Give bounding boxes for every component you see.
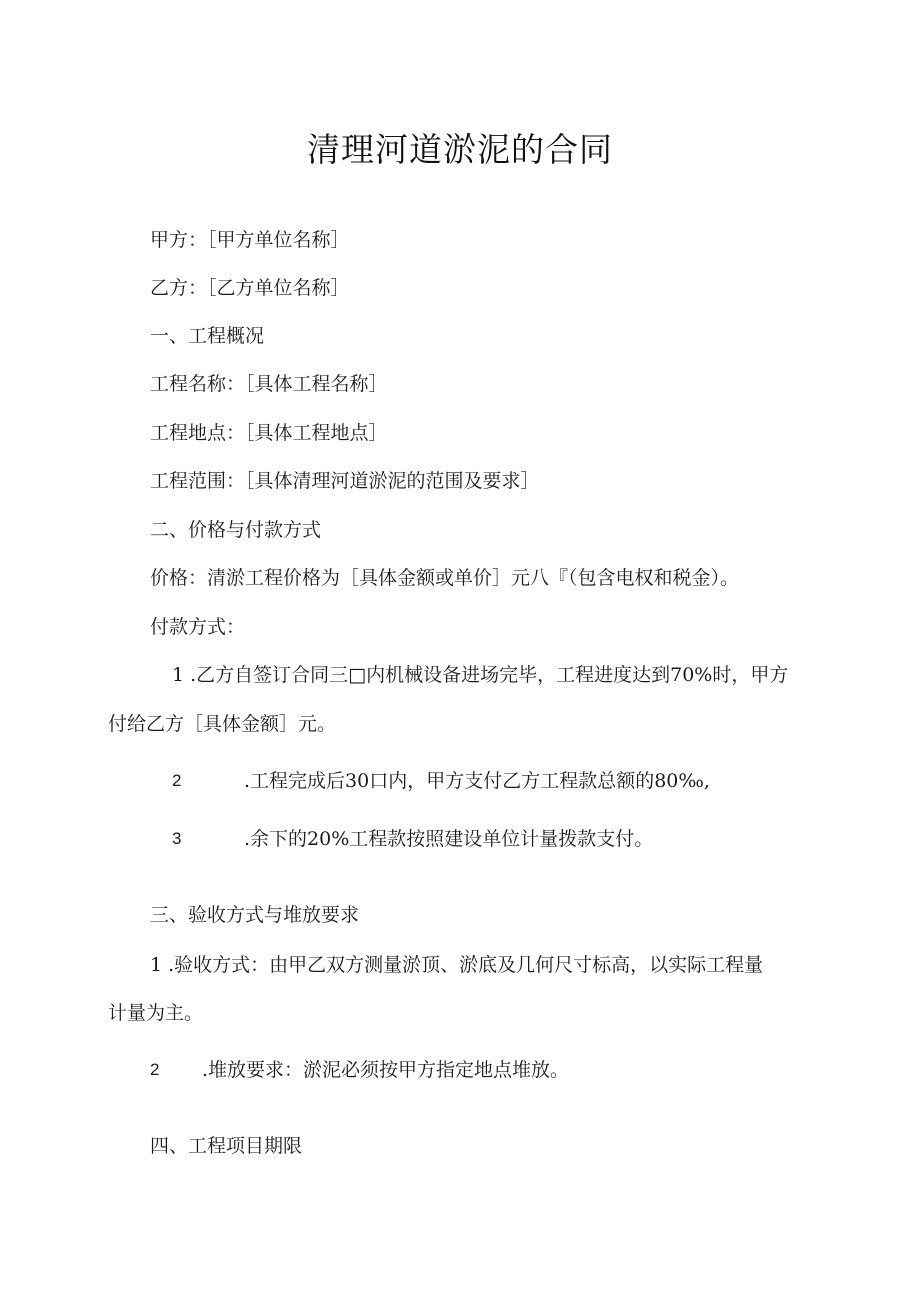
price-line: 价格：清淤工程价格为［具体金额或单价］元八『（包含电权和税金）。 [150,567,740,589]
payment-item-1-line2: 付给乙方［具体金额］元。 [108,713,337,735]
section-heading-price-payment: 二、价格与付款方式 [150,519,322,541]
payment-item-1-line1: 1 .乙方自签订合同三□内机械设备进场完毕，工程进度达到70%时，甲方 [172,664,789,686]
section-heading-overview: 一、工程概况 [150,325,265,347]
party-a-line: 甲方：［甲方单位名称］ [150,229,350,251]
project-name-line: 工程名称：［具体工程名称］ [150,373,388,395]
payment-item-3-number: 3 [172,829,182,848]
payment-item-3-text: .余下的20%工程款按照建设单位计量拨款支付。 [244,828,654,850]
document-title: 清理河道淤泥的合同 [307,130,613,169]
payment-item-2-text: .工程完成后30口内，甲方支付乙方工程款总额的80‰, [244,770,710,792]
party-b-line: 乙方：［乙方单位名称］ [150,277,350,299]
acceptance-item-1-line1: 1 .验收方式：由甲乙双方测量淤顶、淤底及几何尺寸标高，以实际工程量 [150,954,764,976]
project-scope-line: 工程范围：［具体清理河道淤泥的范围及要求］ [150,470,540,492]
project-location-line: 工程地点：［具体工程地点］ [150,422,388,444]
acceptance-item-2-text: .堆放要求：淤泥必须按甲方指定地点堆放。 [202,1059,570,1081]
section-heading-acceptance: 三、验收方式与堆放要求 [150,904,360,926]
acceptance-item-1-line2: 计量为主。 [108,1002,204,1024]
payment-method-label: 付款方式： [150,616,246,638]
payment-item-2-number: 2 [172,771,182,790]
section-heading-duration: 四、工程项目期限 [150,1135,303,1157]
acceptance-item-2-number: 2 [150,1060,160,1079]
